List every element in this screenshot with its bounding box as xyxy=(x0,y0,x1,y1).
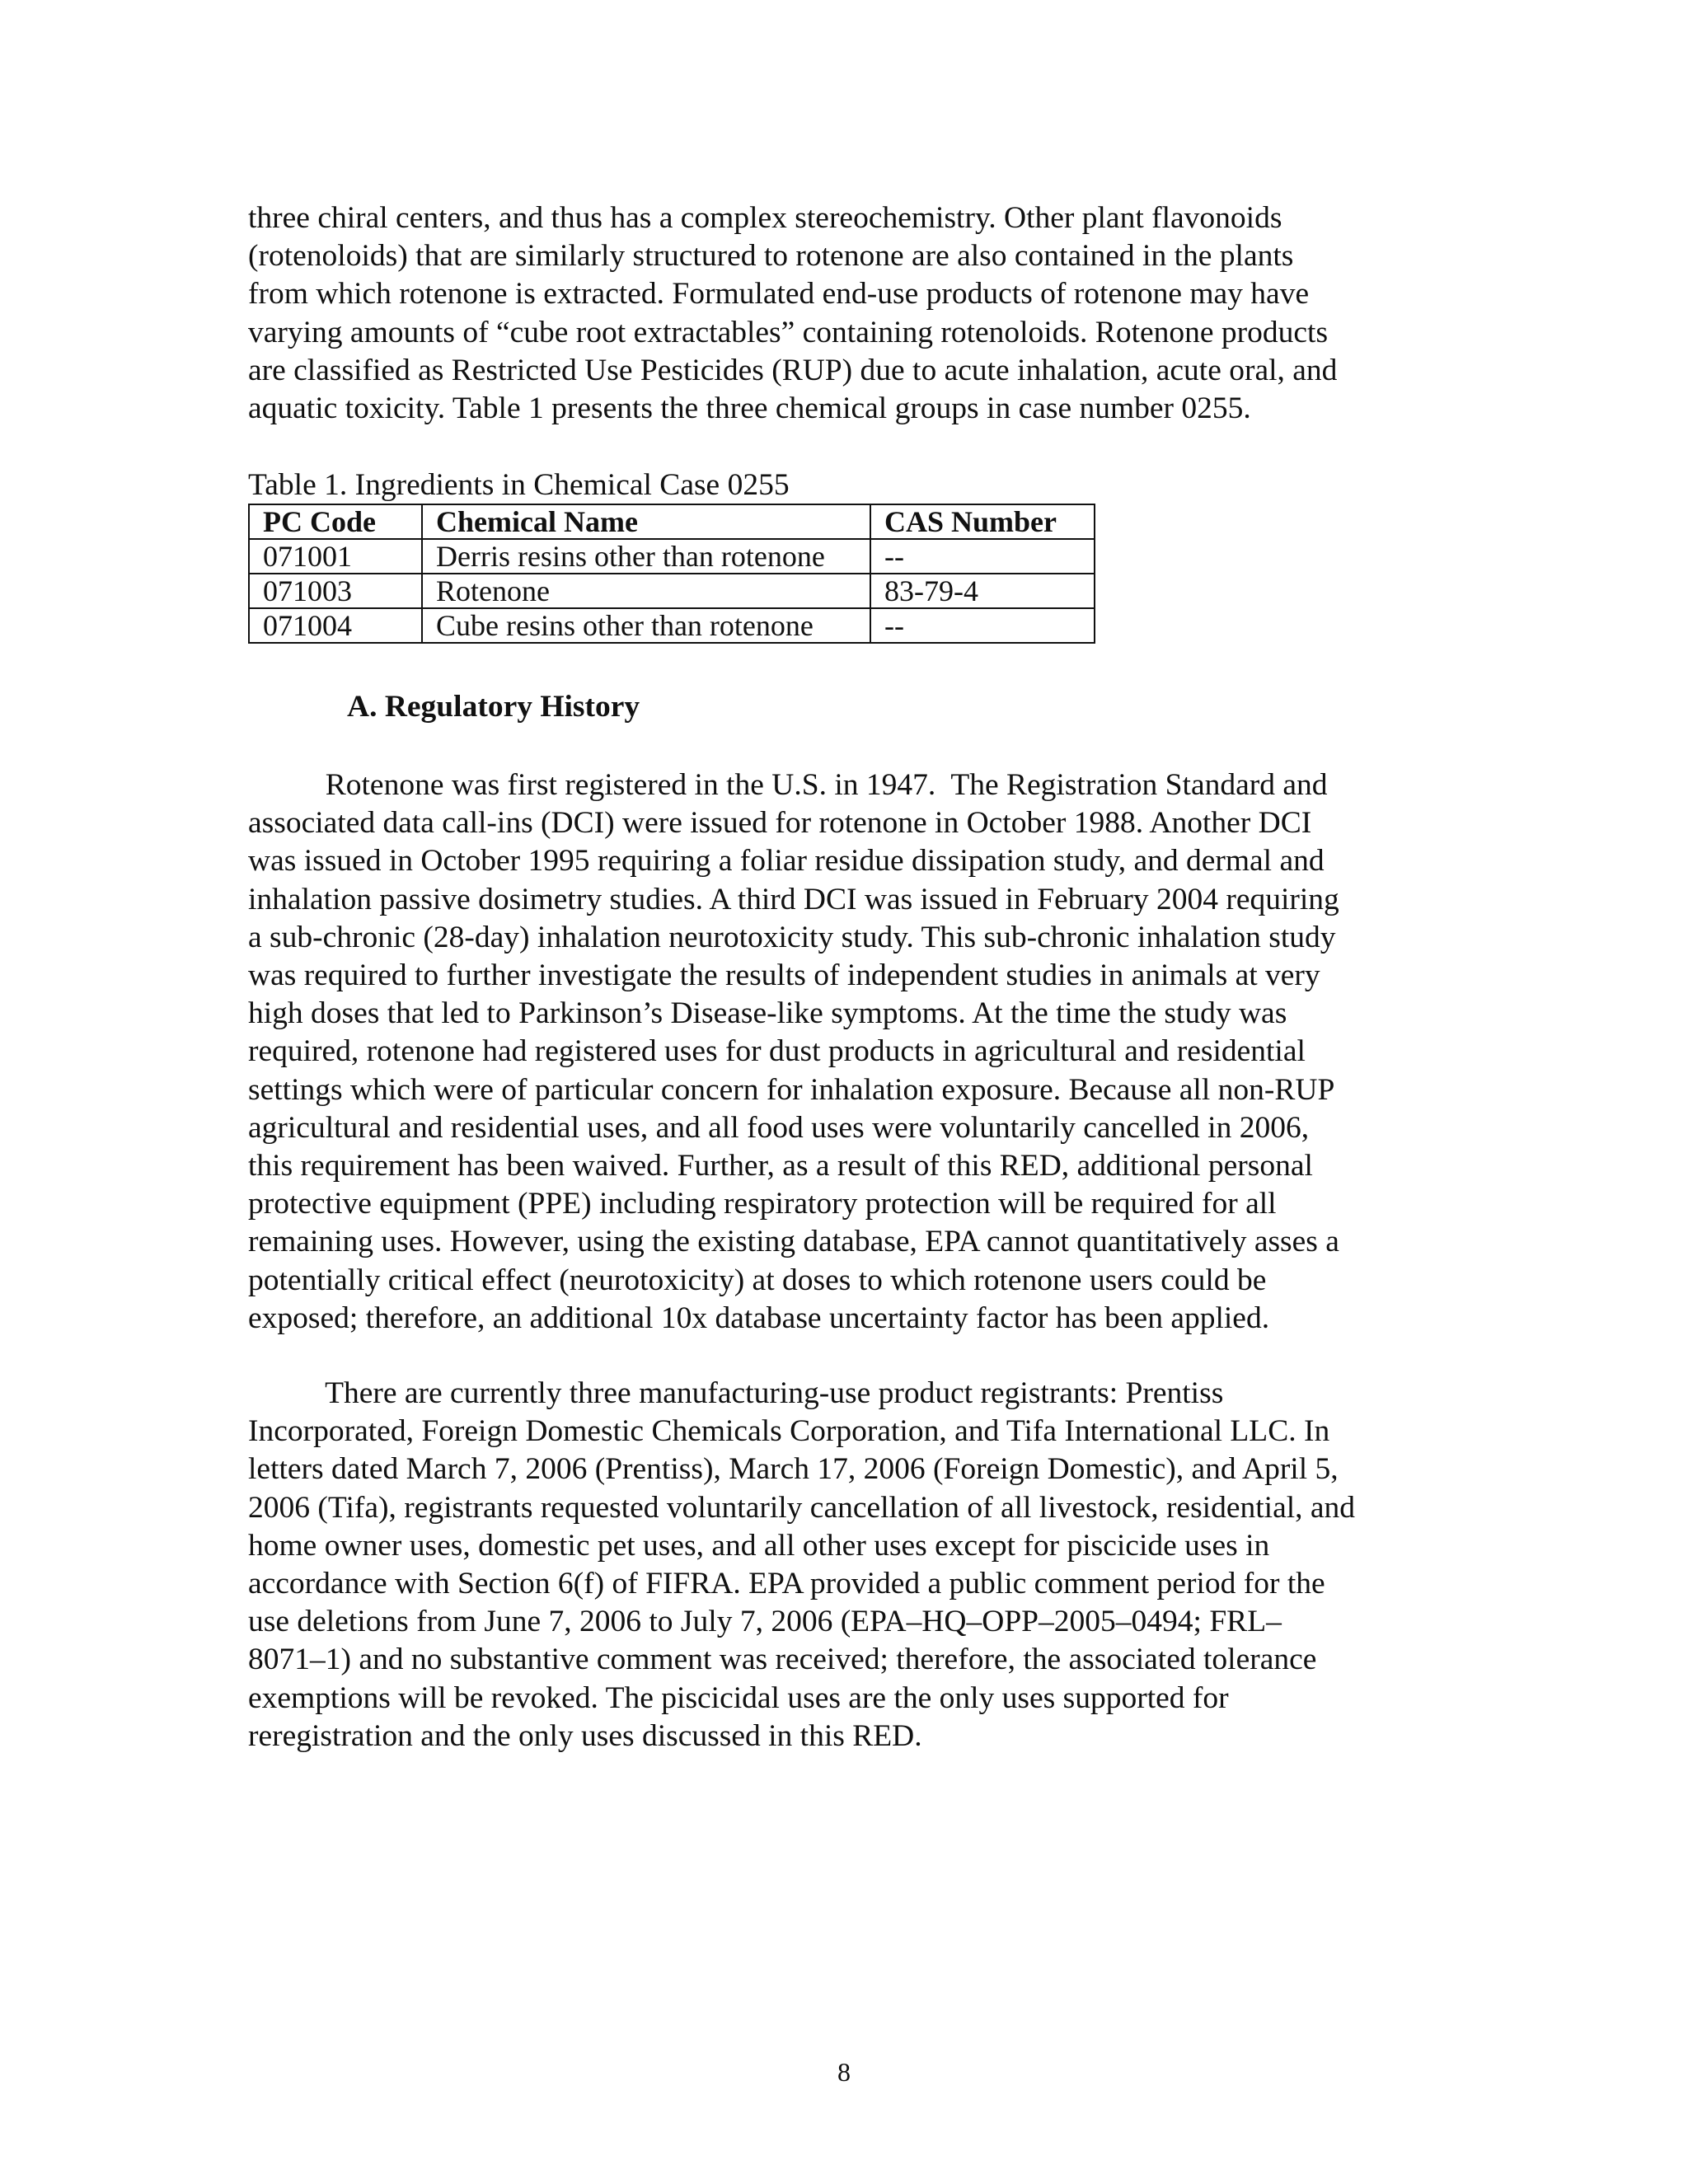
chemical-name-cell: Derris resins other than rotenone xyxy=(422,539,870,574)
cas-number-cell: 83-79-4 xyxy=(870,574,1095,608)
text-line: 8071–1) and no substantive comment was received; therefore, the associated tolerance xyxy=(248,1643,1317,1677)
text-line: Rotenone was first registered in the U.S. in 1947. The Registration Standard and xyxy=(248,768,1328,802)
cas-number-cell: -- xyxy=(870,608,1095,643)
text-line: protective equipment (PPE) including respiratory protection will be required for all xyxy=(248,1187,1277,1221)
text-line: use deletions from June 7, 2006 to July 7, 2006 (EPA–HQ–OPP–2005–0494; FRL– xyxy=(248,1605,1282,1639)
text-line: (rotenoloids) that are similarly structured to rotenone are also contained in the plants xyxy=(248,239,1294,274)
text-line: are classified as Restricted Use Pesticides (RUP) due to acute inhalation, acute oral, and xyxy=(248,353,1338,387)
text-line: was issued in October 1995 requiring a foliar residue dissipation study, and dermal and xyxy=(248,844,1325,879)
text-line: agricultural and residential uses, and all food uses were voluntarily cancelled in 2006, xyxy=(248,1110,1310,1145)
text-line: potentially critical effect (neurotoxicity) at doses to which rotenone users could be xyxy=(248,1263,1267,1297)
text-line: 2006 (Tifa), registrants requested voluntarily cancellation of all livestock, residential, and xyxy=(248,1490,1356,1525)
text-line: required, rotenone had registered uses for dust products in agricultural and residential xyxy=(248,1034,1306,1069)
table-row xyxy=(249,539,1095,574)
text-line: There are currently three manufacturing-use product registrants: Prentiss xyxy=(248,1376,1224,1410)
pc-code-cell: 071004 xyxy=(249,608,422,643)
chemical-name-cell: Rotenone xyxy=(422,574,870,608)
text-line: letters dated March 7, 2006 (Prentiss), March 17, 2006 (Foreign Domestic), and April 5, xyxy=(248,1452,1339,1487)
text-line: home owner uses, domestic pet uses, and all other uses except for piscicide uses in xyxy=(248,1528,1270,1563)
table-row xyxy=(249,608,1095,643)
text-line: accordance with Section 6(f) of FIFRA. EPA provided a public comment period for the xyxy=(248,1567,1325,1601)
text-line: exposed; therefore, an additional 10x database uncertainty factor has been applied. xyxy=(248,1301,1270,1335)
regulatory-history-paragraph xyxy=(248,766,1451,1338)
text-line: a sub-chronic (28-day) inhalation neurotoxicity study. This sub-chronic inhalation study xyxy=(248,920,1336,954)
section-heading: A. Regulatory History xyxy=(347,690,640,724)
column-header-pc-code: PC Code xyxy=(249,504,422,539)
intro-paragraph xyxy=(248,199,1451,428)
text-line: remaining uses. However, using the existing database, EPA cannot quantitatively asses a xyxy=(248,1225,1339,1259)
text-line: from which rotenone is extracted. Formulated end-use products of rotenone may have xyxy=(248,277,1310,312)
text-line: three chiral centers, and thus has a complex stereochemistry. Other plant flavonoids xyxy=(248,201,1282,235)
column-header-cas-number: CAS Number xyxy=(870,504,1095,539)
page-number: 8 xyxy=(837,2057,851,2087)
text-line: exemptions will be revoked. The piscicidal uses are the only uses supported for xyxy=(248,1680,1229,1715)
text-line: varying amounts of “cube root extractables” containing rotenoloids. Rotenone products xyxy=(248,315,1329,349)
cas-number-cell: -- xyxy=(870,539,1095,574)
column-header-chemical-name: Chemical Name xyxy=(422,504,870,539)
text-line: this requirement has been waived. Further, as a result of this RED, additional personal xyxy=(248,1149,1313,1183)
text-line: associated data call-ins (DCI) were issued for rotenone in October 1988. Another DCI xyxy=(248,806,1312,841)
text-line: settings which were of particular concern for inhalation exposure. Because all non-RUP xyxy=(248,1072,1335,1107)
text-line: was required to further investigate the results of independent studies in animals at very xyxy=(248,958,1320,993)
text-line: inhalation passive dosimetry studies. A third DCI was issued in February 2004 requiring xyxy=(248,882,1339,916)
table-caption: Table 1. Ingredients in Chemical Case 0255 xyxy=(248,468,790,502)
registrants-paragraph xyxy=(248,1375,1451,1755)
text-line: high doses that led to Parkinson’s Disease-like symptoms. At the time the study was xyxy=(248,996,1287,1031)
table-row xyxy=(249,574,1095,608)
chemical-name-cell: Cube resins other than rotenone xyxy=(422,608,870,643)
table-header-row xyxy=(249,504,1095,539)
text-line: Incorporated, Foreign Domestic Chemicals Corporation, and Tifa International LLC. In xyxy=(248,1414,1330,1449)
text-line: aquatic toxicity. Table 1 presents the three chemical groups in case number 0255. xyxy=(248,391,1251,426)
text-line: reregistration and the only uses discussed in this RED. xyxy=(248,1718,922,1753)
ingredients-table xyxy=(248,504,1095,644)
pc-code-cell: 071001 xyxy=(249,539,422,574)
pc-code-cell: 071003 xyxy=(249,574,422,608)
